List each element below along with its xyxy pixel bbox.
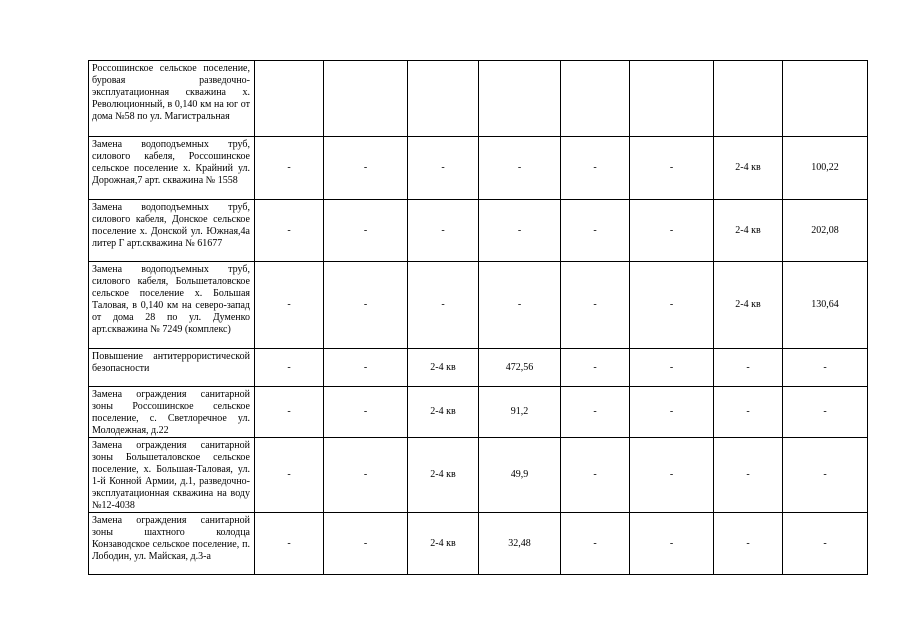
table-cell	[408, 61, 479, 137]
table-row	[89, 387, 868, 438]
table-cell: -	[255, 349, 324, 387]
table-row	[89, 513, 868, 575]
table-cell: -	[324, 438, 408, 513]
table-cell: -	[324, 349, 408, 387]
table-cell: -	[714, 387, 783, 438]
table-cell: -	[783, 438, 868, 513]
table-cell: -	[255, 438, 324, 513]
table-cell: -	[324, 137, 408, 200]
table-cell	[255, 61, 324, 137]
table-cell: -	[561, 137, 630, 200]
table-cell: 2-4 кв	[408, 513, 479, 575]
table-cell: 202,08	[783, 200, 868, 262]
table-cell: 472,56	[479, 349, 561, 387]
table-cell: 2-4 кв	[714, 262, 783, 349]
table-row	[89, 438, 868, 513]
row-description: Замена водоподъемных труб, силового кабеля, Россошинское сельское поселение х. Крайний ул. Дорожная,7 арт. скважина № 1558	[89, 137, 255, 200]
table-cell: -	[783, 513, 868, 575]
table-cell: 2-4 кв	[408, 349, 479, 387]
table-cell: -	[714, 438, 783, 513]
table-cell: 32,48	[479, 513, 561, 575]
table-cell: -	[408, 200, 479, 262]
table-cell: -	[783, 387, 868, 438]
table-cell: 49,9	[479, 438, 561, 513]
table-cell: -	[408, 262, 479, 349]
table-cell	[324, 61, 408, 137]
table-cell: -	[324, 513, 408, 575]
row-description: Замена ограждения санитарной зоны шахтного колодца Конзаводское сельское поселение, п. Лободин, ул. Майская, д.3-а	[89, 513, 255, 575]
table-cell: -	[630, 513, 714, 575]
row-description: Россошинское сельское поселение, буровая разведочно-эксплуатационная скважина х. Революционный, в 0,140 км на юг от дома №58 по ул. Магистральная	[89, 61, 255, 137]
table-cell	[630, 61, 714, 137]
table-row	[89, 137, 868, 200]
table-cell: -	[561, 200, 630, 262]
table-cell: -	[479, 262, 561, 349]
table-body	[89, 61, 868, 575]
works-table	[88, 60, 868, 575]
table-cell: -	[255, 137, 324, 200]
table-cell: 100,22	[783, 137, 868, 200]
table-cell	[561, 61, 630, 137]
table-cell: 2-4 кв	[408, 387, 479, 438]
table-cell: 2-4 кв	[408, 438, 479, 513]
table-cell: -	[630, 387, 714, 438]
table-cell: 91,2	[479, 387, 561, 438]
table-cell: -	[630, 137, 714, 200]
row-description: Замена водоподъемных труб, силового кабеля, Донское сельское поселение х. Донской ул. Южная,4а литер Г арт.скважина № 61677	[89, 200, 255, 262]
table-cell: -	[408, 137, 479, 200]
table-cell: -	[479, 137, 561, 200]
table-cell	[479, 61, 561, 137]
table-cell: -	[783, 349, 868, 387]
table-cell: -	[561, 513, 630, 575]
row-description: Замена ограждения санитарной зоны Большеталовское сельское поселение, х. Большая-Таловая, ул. 1-й Конной Армии, д.1, разведочно-эксплуатационная скважина на воду №12-4038	[89, 438, 255, 513]
table-cell: -	[324, 387, 408, 438]
table-cell: -	[479, 200, 561, 262]
table-cell: -	[714, 349, 783, 387]
table-cell	[714, 61, 783, 137]
table-cell: -	[561, 438, 630, 513]
table-cell: -	[561, 262, 630, 349]
table-cell: -	[324, 200, 408, 262]
table-row	[89, 349, 868, 387]
table-cell: -	[630, 200, 714, 262]
table-cell: 2-4 кв	[714, 137, 783, 200]
table-cell: -	[324, 262, 408, 349]
table-cell: -	[255, 513, 324, 575]
table-cell: -	[255, 200, 324, 262]
table-cell: -	[561, 349, 630, 387]
table-cell: -	[255, 262, 324, 349]
table-row	[89, 262, 868, 349]
table-cell: 2-4 кв	[714, 200, 783, 262]
table-cell	[783, 61, 868, 137]
table-cell: -	[630, 438, 714, 513]
table-row	[89, 200, 868, 262]
table-row	[89, 61, 868, 137]
table-cell: -	[714, 513, 783, 575]
table-cell: -	[561, 387, 630, 438]
row-description: Замена ограждения санитарной зоны Россошинское сельское поселение, с. Светлоречное ул. Молодежная, д.22	[89, 387, 255, 438]
row-description: Повышение антитеррористической безопасности	[89, 349, 255, 387]
table-cell: -	[630, 349, 714, 387]
row-description: Замена водоподъемных труб, силового кабеля, Большеталовское сельское поселение х. Большая Таловая, в 0,140 км на северо-запад от дома 28 по ул. Думенко арт.скважина № 7249 (комплекс)	[89, 262, 255, 349]
table-cell: -	[255, 387, 324, 438]
table-cell: 130,64	[783, 262, 868, 349]
table-cell: -	[630, 262, 714, 349]
